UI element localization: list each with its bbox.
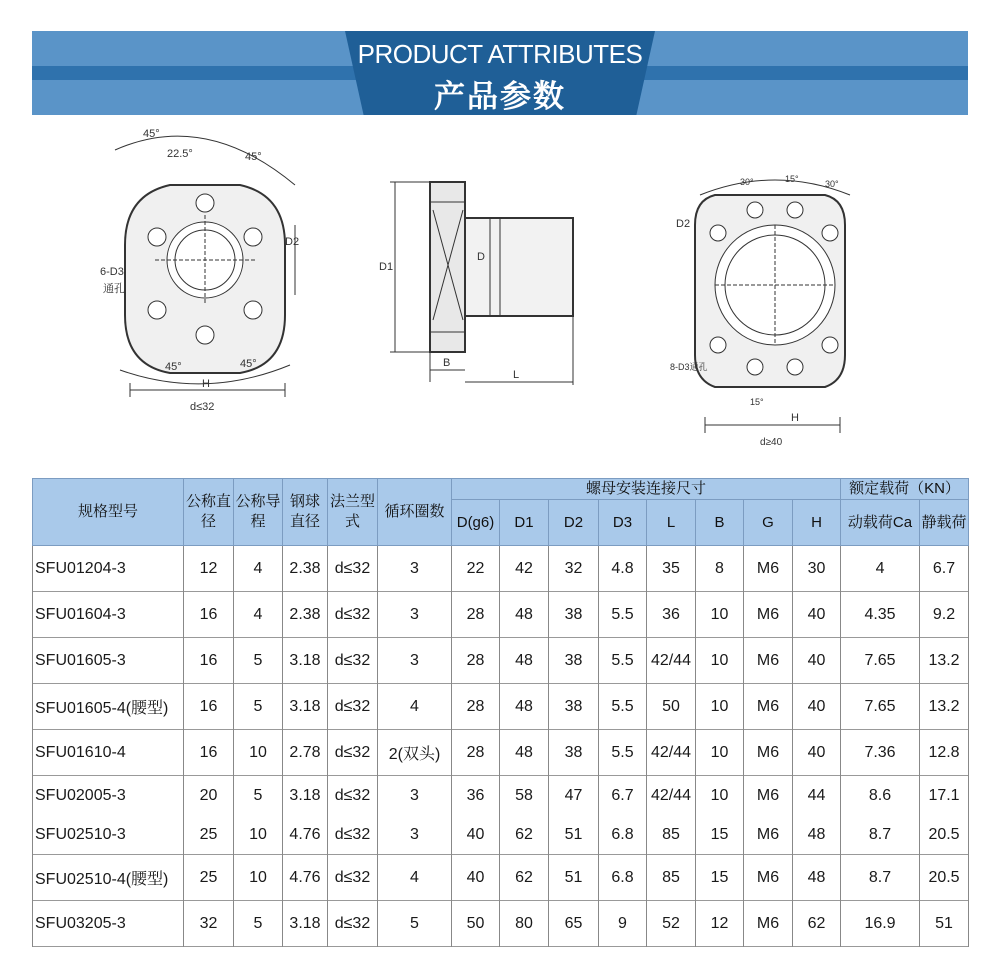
size-condition-label: d≤32	[190, 401, 215, 413]
cell-g: M6	[744, 776, 793, 816]
cell-g: M6	[744, 638, 793, 684]
cell-h: 40	[793, 684, 841, 730]
angle-label: 30°	[825, 179, 839, 189]
cell-model: SFU03205-3	[33, 901, 184, 947]
cell-circuits: 4	[378, 855, 452, 901]
cell-d3: 5.5	[599, 638, 647, 684]
dim-d2-label: D2	[285, 236, 300, 248]
banner-title-en: PRODUCT ATTRIBUTES	[357, 39, 643, 69]
cell-nominal-diameter: 20	[184, 776, 234, 816]
header-dynamic-load: 动载荷Ca	[841, 500, 920, 546]
through-hole-label: 通孔	[103, 283, 125, 295]
cell-static-load: 20.5	[920, 855, 969, 901]
cell-h: 30	[793, 546, 841, 592]
cell-d1: 42	[500, 546, 549, 592]
cell-nominal-diameter: 16	[184, 684, 234, 730]
table-row	[33, 776, 969, 816]
cell-dg6: 22	[452, 546, 500, 592]
cell-lead: 4	[234, 592, 283, 638]
cell-l: 42/44	[647, 638, 696, 684]
table-row	[33, 684, 969, 730]
cell-nominal-diameter: 16	[184, 638, 234, 684]
cell-b: 10	[696, 638, 744, 684]
dim-b-label: B	[443, 357, 451, 369]
cell-dynamic-load: 16.9	[841, 901, 920, 947]
header-flange-type: 法兰型式	[328, 479, 378, 546]
cell-circuits: 3	[378, 546, 452, 592]
cell-static-load: 20.5	[920, 815, 969, 855]
header-b: B	[696, 500, 744, 546]
angle-label: 22.5°	[167, 148, 193, 160]
spec-table	[32, 478, 969, 947]
cell-dg6: 28	[452, 730, 500, 776]
cell-flange-type: d≤32	[328, 592, 378, 638]
cell-l: 42/44	[647, 776, 696, 816]
cell-circuits: 3	[378, 776, 452, 816]
cell-lead: 5	[234, 776, 283, 816]
cell-l: 85	[647, 815, 696, 855]
cell-d3: 5.5	[599, 592, 647, 638]
cell-h: 40	[793, 592, 841, 638]
cell-d3: 5.5	[599, 730, 647, 776]
banner-title-zh: 产品参数	[434, 79, 566, 115]
cell-circuits: 3	[378, 815, 452, 855]
cell-lead: 5	[234, 684, 283, 730]
cell-static-load: 51	[920, 901, 969, 947]
cell-ball-diameter: 4.76	[283, 815, 328, 855]
cell-nominal-diameter: 12	[184, 546, 234, 592]
cell-model: SFU02510-3	[33, 815, 184, 855]
header-lead: 公称导程	[234, 479, 283, 546]
cell-b: 15	[696, 855, 744, 901]
angle-label: 15°	[785, 174, 799, 184]
header-static-load: 静载荷	[920, 500, 969, 546]
header-d2: D2	[549, 500, 599, 546]
cell-static-load: 13.2	[920, 638, 969, 684]
cell-dynamic-load: 4.35	[841, 592, 920, 638]
cell-ball-diameter: 4.76	[283, 855, 328, 901]
cell-nominal-diameter: 16	[184, 730, 234, 776]
cell-circuits: 4	[378, 684, 452, 730]
cell-nominal-diameter: 25	[184, 815, 234, 855]
cell-g: M6	[744, 730, 793, 776]
cell-dg6: 28	[452, 638, 500, 684]
cell-lead: 10	[234, 855, 283, 901]
cell-flange-type: d≤32	[328, 901, 378, 947]
header-nominal-diameter: 公称直径	[184, 479, 234, 546]
cell-d3: 6.7	[599, 776, 647, 816]
header-group-load: 额定载荷（KN）	[841, 479, 969, 500]
cell-static-load: 9.2	[920, 592, 969, 638]
cell-d2: 51	[549, 855, 599, 901]
cell-dg6: 50	[452, 901, 500, 947]
cell-model: SFU01610-4	[33, 730, 184, 776]
angle-label: 15°	[750, 397, 764, 407]
cell-flange-type: d≤32	[328, 815, 378, 855]
cell-g: M6	[744, 592, 793, 638]
cell-d3: 4.8	[599, 546, 647, 592]
cell-nominal-diameter: 16	[184, 592, 234, 638]
header-d1: D1	[500, 500, 549, 546]
cell-d3: 6.8	[599, 855, 647, 901]
drawing-flange-8hole	[670, 165, 870, 450]
cell-h: 40	[793, 638, 841, 684]
table-row	[33, 901, 969, 947]
cell-flange-type: d≤32	[328, 730, 378, 776]
table-row	[33, 638, 969, 684]
drawing-flange-4hole	[95, 115, 325, 415]
cell-d2: 38	[549, 638, 599, 684]
header-dg6: D(g6)	[452, 500, 500, 546]
header-l: L	[647, 500, 696, 546]
cell-d2: 38	[549, 684, 599, 730]
cell-dg6: 36	[452, 776, 500, 816]
cell-dynamic-load: 7.36	[841, 730, 920, 776]
angle-label: 45°	[165, 361, 182, 373]
dim-d1-label: D1	[379, 261, 394, 273]
cell-d1: 80	[500, 901, 549, 947]
cell-lead: 10	[234, 815, 283, 855]
header-model: 规格型号	[33, 479, 184, 546]
cell-b: 8	[696, 546, 744, 592]
cell-static-load: 17.1	[920, 776, 969, 816]
header-circuits: 循环圈数	[378, 479, 452, 546]
angle-label: 45°	[143, 128, 160, 140]
cell-model: SFU01204-3	[33, 546, 184, 592]
cell-static-load: 12.8	[920, 730, 969, 776]
dim-d2-label: D2	[676, 218, 691, 230]
cell-lead: 5	[234, 901, 283, 947]
cell-b: 10	[696, 592, 744, 638]
cell-dynamic-load: 7.65	[841, 684, 920, 730]
cell-d2: 51	[549, 815, 599, 855]
cell-flange-type: d≤32	[328, 546, 378, 592]
table-row	[33, 855, 969, 901]
cell-circuits: 3	[378, 638, 452, 684]
cell-d2: 38	[549, 592, 599, 638]
dim-d-label: D	[477, 251, 485, 263]
cell-dynamic-load: 8.7	[841, 815, 920, 855]
cell-flange-type: d≤32	[328, 776, 378, 816]
cell-dynamic-load: 8.6	[841, 776, 920, 816]
cell-nominal-diameter: 32	[184, 901, 234, 947]
cell-g: M6	[744, 901, 793, 947]
size-condition-label: d≥40	[760, 437, 783, 448]
cell-dg6: 28	[452, 592, 500, 638]
header-ball-diameter: 钢球直径	[283, 479, 328, 546]
cell-flange-type: d≤32	[328, 684, 378, 730]
cell-d1: 62	[500, 815, 549, 855]
cell-l: 42/44	[647, 730, 696, 776]
dim-h-label: H	[202, 378, 210, 390]
cell-h: 48	[793, 815, 841, 855]
cell-l: 52	[647, 901, 696, 947]
cell-dynamic-load: 4	[841, 546, 920, 592]
cell-d1: 48	[500, 684, 549, 730]
table-row	[33, 730, 969, 776]
table-row	[33, 546, 969, 592]
header-group-dimensions: 螺母安装连接尺寸	[452, 479, 841, 500]
cell-nominal-diameter: 25	[184, 855, 234, 901]
cell-b: 10	[696, 684, 744, 730]
cell-dynamic-load: 8.7	[841, 855, 920, 901]
table-row	[33, 592, 969, 638]
header-d3: D3	[599, 500, 647, 546]
header-h: H	[793, 500, 841, 546]
cell-ball-diameter: 2.38	[283, 546, 328, 592]
cell-h: 40	[793, 730, 841, 776]
cell-d2: 38	[549, 730, 599, 776]
cell-model: SFU01604-3	[33, 592, 184, 638]
cell-ball-diameter: 3.18	[283, 901, 328, 947]
dim-d3-label: 8-D3通孔	[670, 362, 708, 372]
cell-dg6: 40	[452, 815, 500, 855]
cell-lead: 4	[234, 546, 283, 592]
cell-flange-type: d≤32	[328, 855, 378, 901]
cell-ball-diameter: 3.18	[283, 684, 328, 730]
cell-model: SFU01605-4(腰型)	[33, 684, 184, 730]
cell-b: 12	[696, 901, 744, 947]
cell-ball-diameter: 3.18	[283, 776, 328, 816]
dim-d3-label: 6-D3	[100, 266, 124, 278]
cell-d1: 58	[500, 776, 549, 816]
cell-d1: 48	[500, 638, 549, 684]
cell-dg6: 40	[452, 855, 500, 901]
cell-d3: 5.5	[599, 684, 647, 730]
header-banner	[32, 31, 968, 115]
cell-b: 10	[696, 730, 744, 776]
cell-model: SFU02005-3	[33, 776, 184, 816]
cell-ball-diameter: 3.18	[283, 638, 328, 684]
cell-circuits: 2(双头)	[378, 730, 452, 776]
cell-static-load: 6.7	[920, 546, 969, 592]
cell-d2: 65	[549, 901, 599, 947]
cell-d3: 6.8	[599, 815, 647, 855]
cell-model: SFU02510-4(腰型)	[33, 855, 184, 901]
cell-ball-diameter: 2.38	[283, 592, 328, 638]
cell-ball-diameter: 2.78	[283, 730, 328, 776]
cell-static-load: 13.2	[920, 684, 969, 730]
dim-l-label: L	[513, 369, 520, 381]
cell-g: M6	[744, 546, 793, 592]
cell-h: 48	[793, 855, 841, 901]
cell-l: 85	[647, 855, 696, 901]
cell-model: SFU01605-3	[33, 638, 184, 684]
angle-label: 45°	[240, 358, 257, 370]
header-g: G	[744, 500, 793, 546]
angle-label: 45°	[245, 151, 262, 163]
cell-g: M6	[744, 684, 793, 730]
cell-g: M6	[744, 815, 793, 855]
angle-label: 30°	[740, 177, 754, 187]
table-row	[33, 815, 969, 855]
cell-h: 62	[793, 901, 841, 947]
cell-d1: 62	[500, 855, 549, 901]
cell-circuits: 5	[378, 901, 452, 947]
cell-l: 36	[647, 592, 696, 638]
cell-d1: 48	[500, 592, 549, 638]
dim-h-label: H	[791, 412, 799, 424]
cell-g: M6	[744, 855, 793, 901]
cell-flange-type: d≤32	[328, 638, 378, 684]
cell-d2: 32	[549, 546, 599, 592]
cell-b: 15	[696, 815, 744, 855]
cell-d2: 47	[549, 776, 599, 816]
cell-lead: 10	[234, 730, 283, 776]
cell-h: 44	[793, 776, 841, 816]
cell-b: 10	[696, 776, 744, 816]
cell-d3: 9	[599, 901, 647, 947]
cell-d1: 48	[500, 730, 549, 776]
cell-circuits: 3	[378, 592, 452, 638]
cell-l: 35	[647, 546, 696, 592]
cell-dynamic-load: 7.65	[841, 638, 920, 684]
cell-lead: 5	[234, 638, 283, 684]
drawing-side-view	[375, 170, 595, 390]
cell-l: 50	[647, 684, 696, 730]
cell-dg6: 28	[452, 684, 500, 730]
